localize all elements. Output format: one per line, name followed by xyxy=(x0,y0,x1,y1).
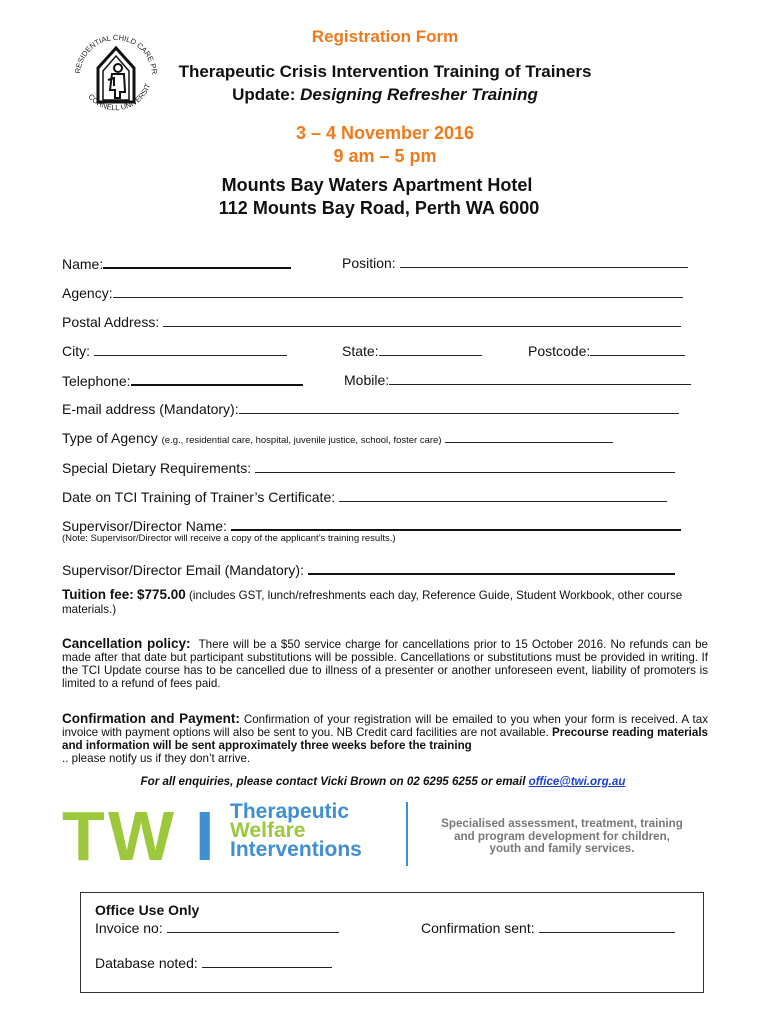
cancellation-label: Cancellation policy: xyxy=(62,636,191,651)
postal-address-field[interactable] xyxy=(62,313,681,330)
mobile-field[interactable] xyxy=(344,371,691,388)
title-line-2-italic: Designing Refresher Training xyxy=(300,85,538,104)
logo-ring-text-bottom: CORNELL UNIVERSIT xyxy=(86,82,153,113)
confirmation-sent-label: Confirmation sent: xyxy=(421,920,535,936)
postcode-label: Postcode: xyxy=(528,343,591,359)
office-use-title: Office Use Only xyxy=(95,902,200,918)
state-label: State: xyxy=(342,343,379,359)
precourse-materials-notice: Precourse reading materials and information will be sent approximately three weeks before the training xyxy=(62,726,708,752)
agency-field[interactable] xyxy=(62,284,683,301)
confirmation-tail: .. please notify us if they don’t arrive. xyxy=(62,752,251,765)
email-field[interactable] xyxy=(62,400,679,417)
confirmation-label: Confirmation and Payment: xyxy=(62,711,240,726)
agency-type-label: Type of Agency xyxy=(62,430,158,446)
twi-tagline-line-2: and program development for children, xyxy=(454,829,670,843)
venue-address: 112 Mounts Bay Road, Perth WA 6000 xyxy=(218,198,540,218)
city-field[interactable] xyxy=(62,342,287,359)
tci-certificate-date-field[interactable] xyxy=(62,488,667,505)
tuition-label: Tuition fee: xyxy=(62,587,134,602)
title-line-2 xyxy=(0,85,770,105)
tuition-detail: (includes GST, lunch/refreshments each day, Reference Guide, Student Workbook, other course materials.) xyxy=(62,589,683,616)
confirmation-text: Confirmation of your registration will be emailed to you when your form is received. A tax invoice with payment options will also be sent to you. NB Credit card facilities are not available. xyxy=(62,713,708,739)
form-label: Registration Form xyxy=(311,27,459,46)
supervisor-note: (Note: Supervisor/Director will receive a copy of the applicant’s training results.) xyxy=(62,533,396,544)
event-time: 9 am – 5 pm xyxy=(333,146,437,166)
name-label: Name: xyxy=(62,256,104,272)
position-field[interactable] xyxy=(342,254,688,271)
twi-tagline-line-1: Specialised assessment, treatment, training xyxy=(441,817,683,830)
venue: Mounts Bay Waters Apartment Hotel xyxy=(221,175,533,195)
supervisor-name-label: Supervisor/Director Name: xyxy=(62,518,227,534)
tuition-amount: $775.00 xyxy=(136,587,186,602)
supervisor-name-field[interactable] xyxy=(62,516,681,534)
postcode-field[interactable] xyxy=(528,342,685,359)
cancellation-section xyxy=(62,637,708,690)
office-use-box xyxy=(80,892,704,993)
confirmation-sent-field[interactable] xyxy=(421,919,675,936)
tuition-section xyxy=(62,588,708,616)
supervisor-email-label: Supervisor/Director Email (Mandatory): xyxy=(62,562,304,578)
dietary-field[interactable] xyxy=(62,459,675,476)
telephone-label: Telephone: xyxy=(62,373,131,389)
tci-certificate-date-label: Date on TCI Training of Trainer’s Certificate: xyxy=(62,489,336,505)
position-label: Position: xyxy=(342,255,396,271)
agency-type-field[interactable] xyxy=(62,429,613,446)
telephone-field[interactable] xyxy=(62,371,303,389)
twi-letter-t: T xyxy=(62,797,103,875)
agency-label: Agency: xyxy=(62,285,113,301)
dietary-label: Special Dietary Requirements: xyxy=(62,460,252,476)
twi-tagline-line-3: youth and family services. xyxy=(489,842,635,855)
twi-tagline xyxy=(414,818,710,856)
database-noted-field[interactable] xyxy=(95,954,332,971)
cancellation-text: There will be a $50 service charge for cancellations prior to 15 October 2016. No refunds can be made after that date but participant substitutions will be possible. Cancellations or substitutions must be provided in writing. If the TCI Update course has to be cancelled due to illness of a presenter or another unforeseen event, liability of promoters is limited to a refund of fees paid. xyxy=(62,638,709,690)
twi-name-line-1: Therapeutic xyxy=(230,800,350,823)
supervisor-email-field[interactable] xyxy=(62,560,675,578)
enquiries-text: For all enquiries, please contact Vicki Brown on 02 6295 6255 or email xyxy=(140,775,529,788)
twi-name-line-3: Interventions xyxy=(230,838,362,861)
title-line-1: Therapeutic Crisis Intervention Training of Trainers xyxy=(178,62,592,81)
event-date: 3 – 4 November 2016 xyxy=(295,123,475,143)
enquiries-email-link[interactable]: office@twi.org.au xyxy=(528,775,626,788)
twi-name xyxy=(230,802,362,859)
agency-type-hint: (e.g., residential care, hospital, juvenile justice, school, foster care) xyxy=(161,435,442,446)
twi-letter-w: W xyxy=(108,797,173,875)
city-label: City: xyxy=(62,343,90,359)
twi-logo xyxy=(62,797,712,875)
twi-name-line-2: Welfare xyxy=(230,819,306,842)
title-line-2-plain: Update: xyxy=(232,85,301,104)
twi-divider xyxy=(406,802,408,866)
invoice-number-label: Invoice no: xyxy=(95,920,163,936)
state-field[interactable] xyxy=(342,342,482,359)
logo-ring-text-top: RESIDENTIAL CHILD CARE PR xyxy=(73,32,160,75)
email-label: E-mail address (Mandatory): xyxy=(62,401,239,417)
postal-address-label: Postal Address: xyxy=(62,314,160,330)
mobile-label: Mobile: xyxy=(344,372,390,388)
name-field[interactable] xyxy=(62,254,291,272)
database-noted-label: Database noted: xyxy=(95,955,198,971)
invoice-number-field[interactable] xyxy=(95,919,339,936)
confirmation-section xyxy=(62,712,708,765)
twi-letter-i: I xyxy=(195,797,213,875)
enquiries-line xyxy=(0,775,768,788)
